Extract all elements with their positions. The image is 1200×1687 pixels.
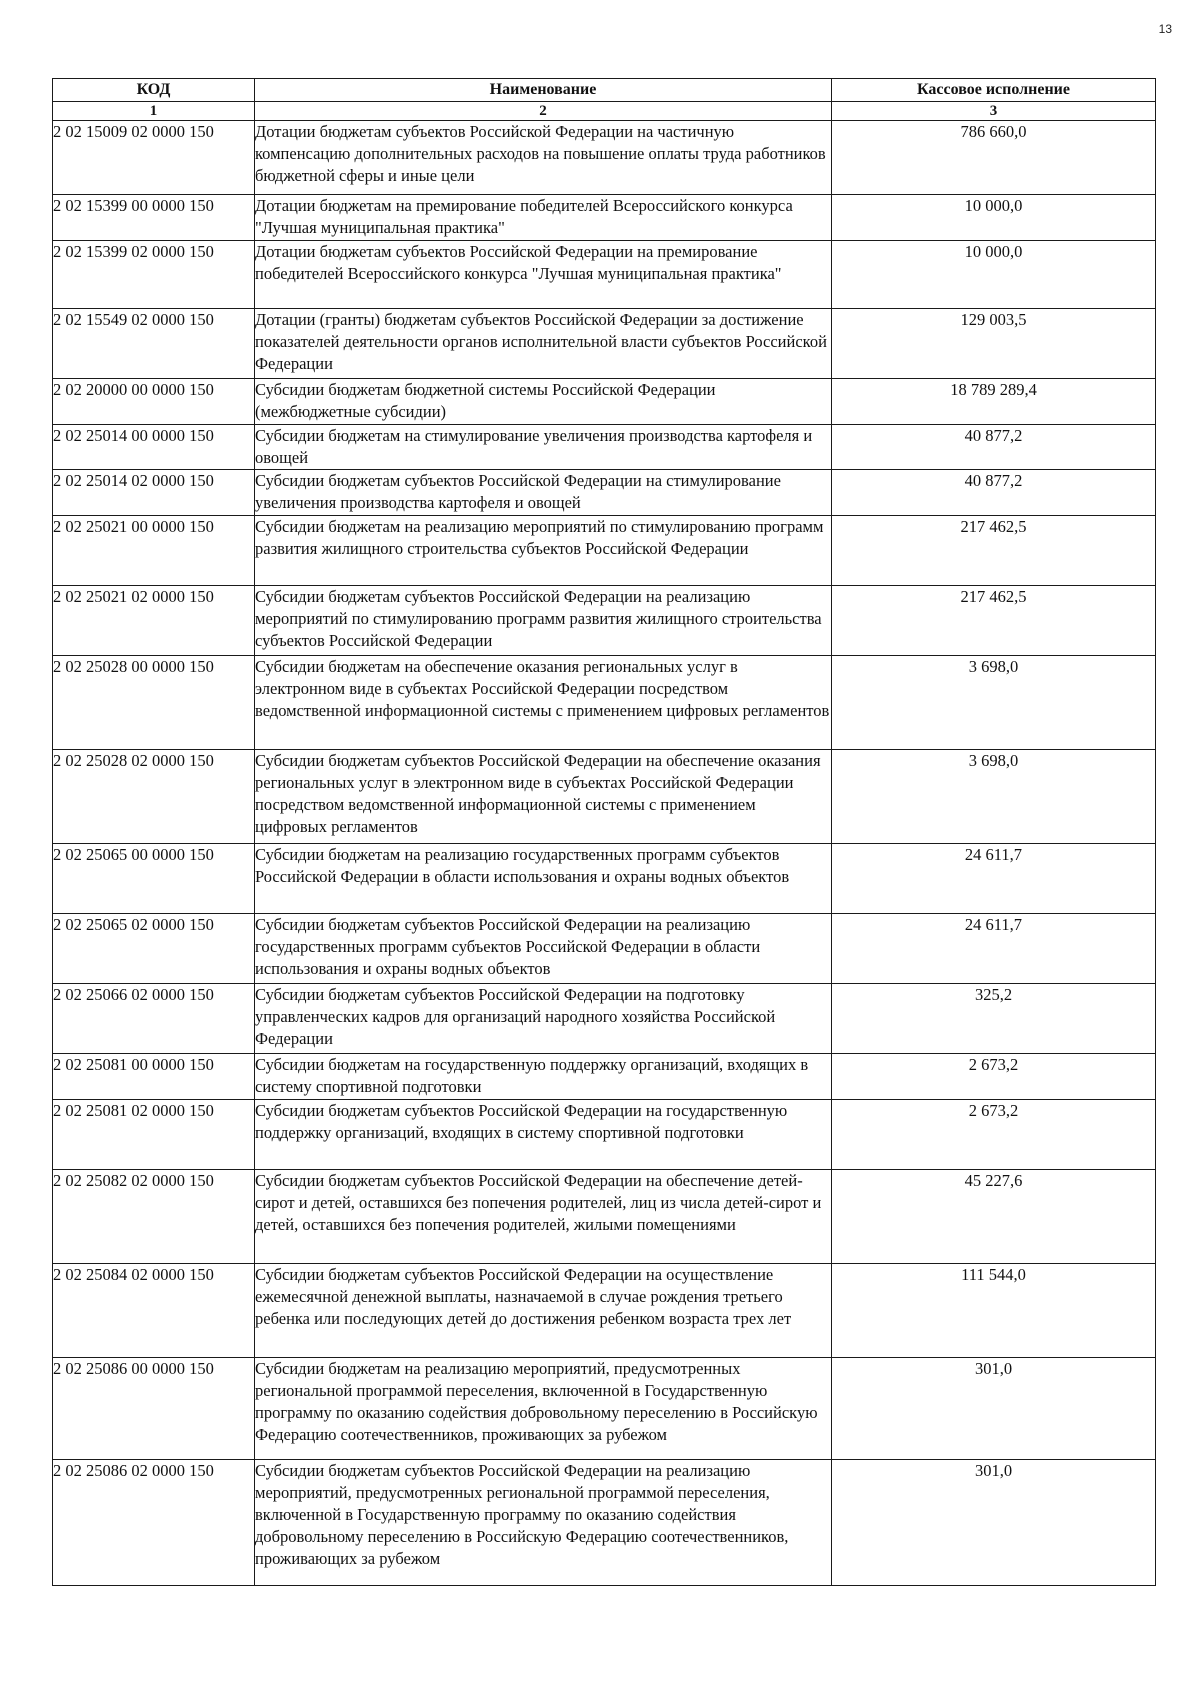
page-number: 13 <box>1158 22 1172 36</box>
row-name: Дотации бюджетам субъектов Российской Федерации на частичную компенсацию дополнительных расходов на повышение оплаты труда работников бюджетной сферы и иные цели <box>255 121 832 195</box>
row-name: Субсидии бюджетам на реализацию мероприятий по стимулированию программ развития жилищного строительства субъектов Российской Федерации <box>255 516 832 586</box>
row-amount: 24 611,7 <box>832 844 1156 914</box>
row-amount: 10 000,0 <box>832 195 1156 241</box>
row-amount: 301,0 <box>832 1358 1156 1460</box>
column-number-name: 2 <box>255 102 832 121</box>
table-header <box>53 79 1156 121</box>
table-body <box>53 121 1156 1586</box>
column-number-amount: 3 <box>832 102 1156 121</box>
row-code: 2 02 25065 00 0000 150 <box>53 844 255 914</box>
table-row <box>53 241 1156 309</box>
header-code: КОД <box>53 79 255 102</box>
table-row <box>53 1460 1156 1586</box>
row-amount: 301,0 <box>832 1460 1156 1586</box>
row-code: 2 02 25028 02 0000 150 <box>53 750 255 844</box>
row-name: Субсидии бюджетам на реализацию государственных программ субъектов Российской Федерации в области использования и охраны водных объектов <box>255 844 832 914</box>
row-code: 2 02 25014 00 0000 150 <box>53 425 255 470</box>
table-row <box>53 470 1156 516</box>
table-row <box>53 195 1156 241</box>
row-amount: 217 462,5 <box>832 586 1156 656</box>
row-amount: 45 227,6 <box>832 1170 1156 1264</box>
row-amount: 10 000,0 <box>832 241 1156 309</box>
row-name: Субсидии бюджетам субъектов Российской Федерации на реализацию мероприятий по стимулированию программ развития жилищного строительства субъектов Российской Федерации <box>255 586 832 656</box>
row-code: 2 02 25021 02 0000 150 <box>53 586 255 656</box>
table-row <box>53 121 1156 195</box>
header-amount: Кассовое исполнение <box>832 79 1156 102</box>
row-amount: 3 698,0 <box>832 656 1156 750</box>
row-name: Субсидии бюджетам субъектов Российской Федерации на государственную поддержку организаций, входящих в систему спортивной подготовки <box>255 1100 832 1170</box>
table-row <box>53 1170 1156 1264</box>
row-name: Субсидии бюджетам субъектов Российской Федерации на обеспечение детей-сирот и детей, оставшихся без попечения родителей, лиц из числа детей-сирот и детей, оставшихся без попечения родителей, жилыми помещениями <box>255 1170 832 1264</box>
row-amount: 129 003,5 <box>832 309 1156 379</box>
column-number-row <box>53 102 1156 121</box>
row-name: Субсидии бюджетам бюджетной системы Российской Федерации (межбюджетные субсидии) <box>255 379 832 425</box>
row-code: 2 02 25081 02 0000 150 <box>53 1100 255 1170</box>
row-code: 2 02 25028 00 0000 150 <box>53 656 255 750</box>
row-amount: 40 877,2 <box>832 425 1156 470</box>
row-name: Субсидии бюджетам субъектов Российской Федерации на реализацию мероприятий, предусмотренных региональной программой переселения, включенной в Государственную программу по оказанию содействия добровольному переселению в Российскую Федерацию соотечественников, проживающих за рубежом <box>255 1460 832 1586</box>
row-name: Субсидии бюджетам на государственную поддержку организаций, входящих в систему спортивной подготовки <box>255 1054 832 1100</box>
row-amount: 24 611,7 <box>832 914 1156 984</box>
table-row <box>53 750 1156 844</box>
row-code: 2 02 25065 02 0000 150 <box>53 914 255 984</box>
row-code: 2 02 20000 00 0000 150 <box>53 379 255 425</box>
row-code: 2 02 15399 00 0000 150 <box>53 195 255 241</box>
table-row <box>53 516 1156 586</box>
row-name: Субсидии бюджетам субъектов Российской Федерации на обеспечение оказания региональных услуг в электронном виде в субъектах Российской Федерации посредством ведомственной информационной системы с применением цифровых регламентов <box>255 750 832 844</box>
table-row <box>53 309 1156 379</box>
table-row <box>53 1264 1156 1358</box>
table-row <box>53 586 1156 656</box>
table-row <box>53 914 1156 984</box>
header-row <box>53 79 1156 102</box>
row-name: Субсидии бюджетам субъектов Российской Федерации на осуществление ежемесячной денежной выплаты, назначаемой в случае рождения третьего ребенка или последующих детей до достижения ребенком возраста трех лет <box>255 1264 832 1358</box>
row-code: 2 02 25021 00 0000 150 <box>53 516 255 586</box>
row-name: Субсидии бюджетам на обеспечение оказания региональных услуг в электронном виде в субъектах Российской Федерации посредством ведомственной информационной системы с применением цифровых регламентов <box>255 656 832 750</box>
row-code: 2 02 25084 02 0000 150 <box>53 1264 255 1358</box>
row-name: Субсидии бюджетам на стимулирование увеличения производства картофеля и овощей <box>255 425 832 470</box>
row-name: Субсидии бюджетам субъектов Российской Федерации на реализацию государственных программ субъектов Российской Федерации в области использования и охраны водных объектов <box>255 914 832 984</box>
row-amount: 40 877,2 <box>832 470 1156 516</box>
row-code: 2 02 25086 00 0000 150 <box>53 1358 255 1460</box>
table-row <box>53 425 1156 470</box>
row-amount: 2 673,2 <box>832 1100 1156 1170</box>
row-name: Субсидии бюджетам на реализацию мероприятий, предусмотренных региональной программой переселения, включенной в Государственную программу по оказанию содействия добровольному переселению в Российскую Федерацию соотечественников, проживающих за рубежом <box>255 1358 832 1460</box>
row-code: 2 02 15399 02 0000 150 <box>53 241 255 309</box>
row-amount: 18 789 289,4 <box>832 379 1156 425</box>
row-amount: 786 660,0 <box>832 121 1156 195</box>
row-code: 2 02 25081 00 0000 150 <box>53 1054 255 1100</box>
row-name: Субсидии бюджетам субъектов Российской Федерации на подготовку управленческих кадров для организаций народного хозяйства Российской Федерации <box>255 984 832 1054</box>
table-row <box>53 1100 1156 1170</box>
row-code: 2 02 25066 02 0000 150 <box>53 984 255 1054</box>
row-amount: 2 673,2 <box>832 1054 1156 1100</box>
column-number-code: 1 <box>53 102 255 121</box>
row-code: 2 02 25082 02 0000 150 <box>53 1170 255 1264</box>
row-code: 2 02 15549 02 0000 150 <box>53 309 255 379</box>
row-amount: 217 462,5 <box>832 516 1156 586</box>
table-row <box>53 656 1156 750</box>
table-row <box>53 1358 1156 1460</box>
row-code: 2 02 25086 02 0000 150 <box>53 1460 255 1586</box>
row-code: 2 02 15009 02 0000 150 <box>53 121 255 195</box>
row-amount: 111 544,0 <box>832 1264 1156 1358</box>
table-row <box>53 984 1156 1054</box>
table-row <box>53 379 1156 425</box>
row-name: Дотации бюджетам субъектов Российской Федерации на премирование победителей Всероссийского конкурса "Лучшая муниципальная практика" <box>255 241 832 309</box>
header-name: Наименование <box>255 79 832 102</box>
budget-execution-table <box>52 78 1156 1586</box>
row-name: Дотации бюджетам на премирование победителей Всероссийского конкурса "Лучшая муниципальная практика" <box>255 195 832 241</box>
row-amount: 325,2 <box>832 984 1156 1054</box>
row-amount: 3 698,0 <box>832 750 1156 844</box>
row-name: Дотации (гранты) бюджетам субъектов Российской Федерации за достижение показателей деятельности органов исполнительной власти субъектов Российской Федерации <box>255 309 832 379</box>
table-row <box>53 1054 1156 1100</box>
row-code: 2 02 25014 02 0000 150 <box>53 470 255 516</box>
row-name: Субсидии бюджетам субъектов Российской Федерации на стимулирование увеличения производства картофеля и овощей <box>255 470 832 516</box>
table-row <box>53 844 1156 914</box>
